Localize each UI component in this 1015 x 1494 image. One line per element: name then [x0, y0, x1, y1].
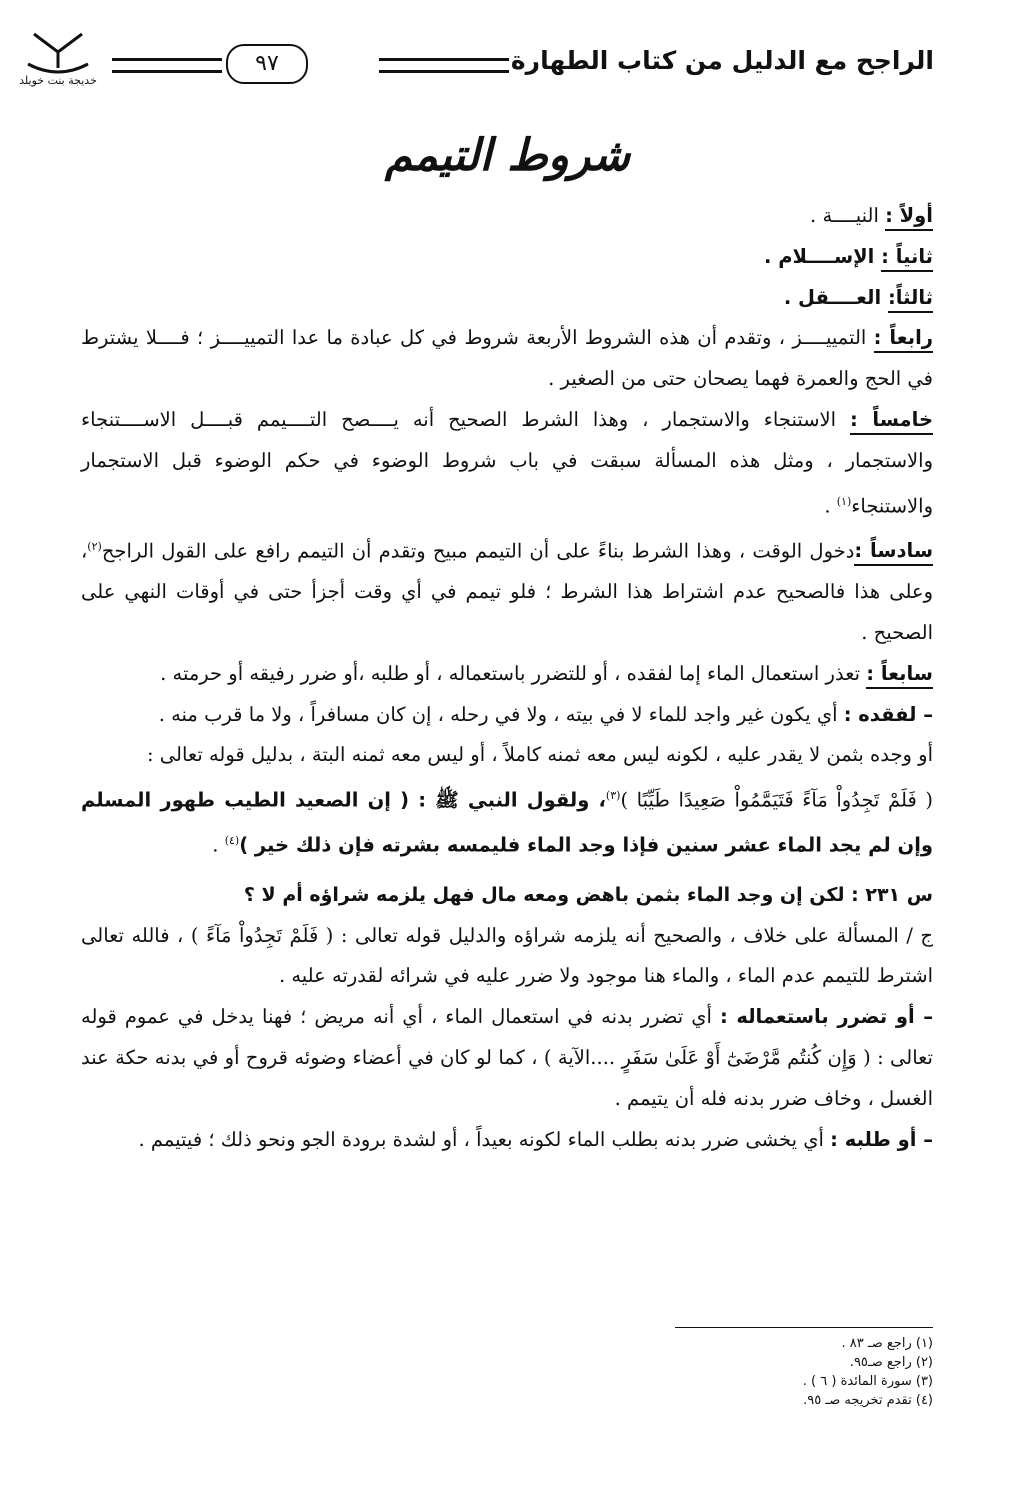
paragraph	[81, 916, 933, 998]
paragraph-tail: ، ولقول النبي ﷺ : ( إن الصعيد الطيب طهور المسلم وإن لم يجد الماء عشر سنين فإذا وجد الماء فليمسه بشرته فإن ذلك خير )	[81, 788, 933, 857]
paragraph	[81, 997, 933, 1119]
footnote-ref: (١)	[836, 494, 852, 508]
paragraph-text: دخول الوقت ، وهذا الشرط بناءً على أن التيمم مبيح وتقدم أن التيمم رافع على القول الراجح	[101, 539, 855, 563]
paragraph	[81, 695, 933, 736]
paragraph	[81, 278, 933, 319]
paragraph	[81, 318, 933, 400]
running-title: الراجح مع الدليل من كتاب الطهارة	[510, 46, 934, 75]
paragraph	[81, 400, 933, 527]
footnote: (٤) تقدم تخريجه صـ ٩٥.	[803, 1393, 933, 1408]
paragraph-label: خامساً :	[850, 408, 933, 435]
footnotes	[633, 1334, 933, 1410]
paragraph-text: الاستنجاء والاستجمار ، وهذا الشرط الصحيح أنه يــــصح التــــيمم قبــــل الاســــتنجاء والاستجمار ، ومثل هذه المسألة سبقت في باب شروط الوضوء في حكم الوضوء قبل الاستجمار والاستنجاء	[81, 407, 933, 518]
page-header	[12, 36, 934, 102]
paragraph-text: أو وجده بثمن لا يقدر عليه ، لكونه ليس معه ثمنه كاملاً ، أو ليس معه ثمنه البتة ، بدليل قوله تعالى :	[147, 743, 933, 767]
paragraph	[81, 527, 933, 654]
header-rule-left	[112, 58, 222, 73]
paragraph-label: – أو طلبه :	[830, 1127, 933, 1151]
paragraph-text: أي تضرر بدنه في استعمال الماء ، أي أنه مريض ؛ فهنا يدخل في عموم قوله تعالى : ( وَإِن كُنتُم مَّرْضَىٰٓ أَوْ عَلَىٰ سَفَرٍ ....الآية ) ، كما لو كان في أعضاء وضوئه قروح أو في بدنه حكة عند الغسل ، وخاف ضرر بدنه فله أن يتيمم .	[81, 1005, 933, 1110]
paragraph-text: النيــــة .	[810, 204, 886, 227]
paragraph	[81, 654, 933, 695]
logo-text: خديجة بنت خويلد	[19, 74, 97, 87]
paragraph-label: سادساً :	[854, 539, 933, 566]
paragraph-text: ج / المسألة على خلاف ، والصحيح أنه يلزمه شراؤه والدليل قوله تعالى : ( فَلَمْ تَجِدُواْ مَآءً ) ، فالله تعالى اشترط للتيمم عدم الماء ، والماء هنا موجود ولا ضرر عليه في شرائه لقدرته عليه .	[81, 923, 933, 988]
page-number: ٩٧	[226, 44, 308, 84]
paragraph-text: تعذر استعمال الماء إما لفقده ، أو للتضرر باستعماله ، أو طلبه ،أو ضرر رفيقه أو حرمته .	[160, 661, 867, 685]
footnote-ref: (٢)	[87, 539, 102, 553]
paragraph-label: – أو تضرر باستعماله :	[719, 1005, 933, 1029]
paragraph-label: – لفقده :	[843, 702, 933, 726]
footnote: (٣) سورة المائدة ( ٦ ) .	[802, 1374, 933, 1389]
paragraph-text: التمييــــز ، وتقدم أن هذه الشروط الأربعة شروط في كل عبادة ما عدا التمييــــز ؛ فــــلا يشترط في الحج والعمرة فهما يصحان حتى من الصغير .	[81, 326, 933, 391]
footnote-ref: (٤)	[224, 834, 240, 848]
paragraph-text: أي يكون غير واجد للماء لا في بيته ، ولا في رحله ، إن كان مسافراً ، ولا ما قرب منه .	[158, 702, 844, 726]
paragraph-text: ( فَلَمْ تَجِدُواْ مَآءً فَتَيَمَّمُواْ صَعِيدًا طَيِّبًا )	[620, 788, 933, 812]
paragraph-label: ثانياً :	[881, 245, 933, 272]
footnote-divider	[675, 1327, 933, 1328]
logo	[12, 28, 104, 100]
question: س ٢٣١ : لكن إن وجد الماء بثمن باهض ومعه مال فهل يلزمه شراؤه أم لا ؟	[243, 883, 933, 906]
paragraph-tail: .	[824, 494, 837, 518]
logo-mark-icon	[12, 28, 104, 78]
paragraph	[81, 735, 933, 776]
paragraph-label: رابعاً :	[874, 326, 933, 353]
paragraph	[81, 1120, 933, 1161]
paragraph-tail: .	[212, 833, 225, 857]
section-title: شروط التيمم	[384, 130, 631, 181]
paragraph-tail: ، وعلى هذا فالصحيح عدم اشتراط هذا الشرط ؛ فلو تيمم في أي وقت أجزأ حتى في أوقات النهي على الصحيح .	[81, 539, 933, 644]
paragraph	[81, 196, 933, 237]
paragraph	[81, 237, 933, 278]
paragraph-label: سابعاً :	[866, 662, 933, 689]
body-text	[81, 196, 933, 1160]
paragraph	[81, 776, 933, 867]
footnote-ref: (٣)	[605, 789, 621, 803]
paragraph-text: أي يخشى ضرر بدنه بطلب الماء لكونه بعيداً ، أو لشدة برودة الجو ونحو ذلك ؛ فيتيمم .	[138, 1127, 831, 1151]
paragraph-label: ثالثاً:	[888, 286, 933, 313]
paragraph-label: أولاً :	[885, 204, 933, 231]
footnote: (٢) راجع صـ٩٥.	[849, 1355, 933, 1370]
header-rule-right	[379, 58, 509, 73]
footnote: (١) راجع صـ ٨٣ .	[841, 1336, 933, 1351]
paragraph-text: العــــقل .	[783, 285, 888, 309]
paragraph-text: الإســــلام .	[764, 244, 882, 268]
